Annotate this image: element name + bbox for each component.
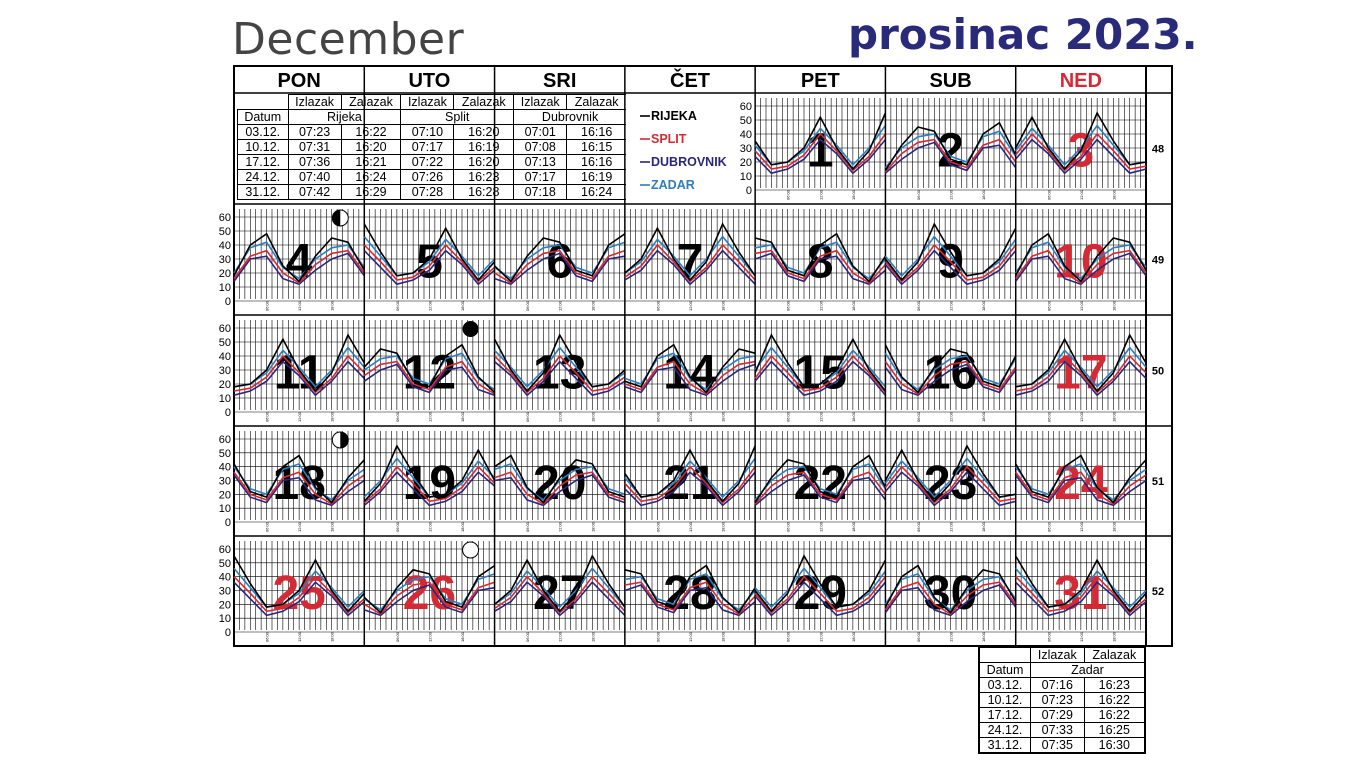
time-tick-label: 12:00 xyxy=(948,631,954,643)
day-number-29: 29 xyxy=(793,567,847,620)
time-tick-label: 12:00 xyxy=(818,411,824,423)
y-tick-label: 20 xyxy=(218,489,231,502)
day-number-7: 7 xyxy=(676,235,704,289)
page-title-english: December xyxy=(232,14,465,65)
time-tick-label: 18:00 xyxy=(1111,631,1117,643)
y-tick-label: 10 xyxy=(218,613,231,626)
zadar-date: 03.12. xyxy=(979,678,1031,693)
time-tick-label: 06:00 xyxy=(785,521,791,533)
time-tick-label: 18:00 xyxy=(850,631,856,643)
day-header-pet: PET xyxy=(800,70,840,92)
time-tick-label: 12:00 xyxy=(948,300,954,312)
time-tick-label: 06:00 xyxy=(525,521,531,533)
day-number-13: 13 xyxy=(533,346,587,400)
time-tick-label: 06:00 xyxy=(525,300,531,312)
zadar-rise: 07:33 xyxy=(1031,723,1085,738)
day-number-23: 23 xyxy=(923,457,978,510)
time-tick-label: 06:00 xyxy=(394,300,400,312)
week-number: 50 xyxy=(1151,365,1165,378)
time-tick-label: 18:00 xyxy=(329,521,335,533)
time-tick-label: 06:00 xyxy=(655,631,661,643)
zadar-col-rise: Izlazak xyxy=(1031,647,1085,663)
time-tick-label: 06:00 xyxy=(264,300,270,312)
y-tick-label: 30 xyxy=(218,585,231,598)
y-tick-label: 30 xyxy=(739,143,752,155)
y-tick-label: 10 xyxy=(218,503,231,516)
row-time: 07:13 xyxy=(514,155,567,170)
zadar-set: 16:30 xyxy=(1084,738,1145,754)
zadar-date: 17.12. xyxy=(979,708,1031,723)
col-set: Zalazak xyxy=(567,95,626,110)
time-tick-label: 12:00 xyxy=(427,411,433,423)
day-header-sri: SRI xyxy=(543,70,577,92)
time-tick-label: 18:00 xyxy=(720,300,726,312)
y-tick-label: 0 xyxy=(224,407,231,419)
row-time: 16:19 xyxy=(454,140,514,155)
legend-label-rijeka: RIJEKA xyxy=(651,109,697,123)
time-tick-label: 18:00 xyxy=(329,300,335,312)
row-time: 16:16 xyxy=(567,125,626,140)
day-number-21: 21 xyxy=(663,457,717,510)
day-number-16: 16 xyxy=(923,346,978,400)
time-tick-label: 12:00 xyxy=(297,521,303,533)
time-tick-label: 06:00 xyxy=(785,300,791,312)
day-number-2: 2 xyxy=(937,124,964,178)
y-tick-label: 60 xyxy=(218,544,231,556)
city-name: Rijeka xyxy=(288,110,401,125)
week-number: 48 xyxy=(1151,143,1165,156)
y-tick-label: 20 xyxy=(218,599,231,612)
row-time: 07:22 xyxy=(401,155,454,170)
day-number-6: 6 xyxy=(546,235,574,289)
time-tick-label: 18:00 xyxy=(850,189,856,201)
zadar-set: 16:22 xyxy=(1084,693,1145,708)
zadar-date: 31.12. xyxy=(979,738,1031,754)
time-tick-label: 12:00 xyxy=(688,521,693,533)
zadar-row xyxy=(979,678,1145,693)
y-tick-label: 40 xyxy=(218,351,231,363)
time-tick-label: 18:00 xyxy=(981,521,987,533)
row-time: 16:28 xyxy=(454,185,514,200)
day-number-17: 17 xyxy=(1054,346,1108,400)
time-tick-label: 18:00 xyxy=(850,411,856,423)
time-tick-label: 12:00 xyxy=(818,631,824,643)
day-number-10: 10 xyxy=(1054,235,1108,289)
time-tick-label: 18:00 xyxy=(329,631,335,643)
time-tick-label: 06:00 xyxy=(655,300,661,312)
y-tick-label: 40 xyxy=(218,461,231,474)
row-time: 16:15 xyxy=(567,140,626,155)
y-tick-label: 10 xyxy=(218,282,231,294)
day-number-30: 30 xyxy=(923,567,978,620)
row-time: 16:29 xyxy=(341,185,401,200)
y-tick-label: 60 xyxy=(218,212,231,224)
time-tick-label: 06:00 xyxy=(264,631,270,643)
time-tick-label: 12:00 xyxy=(1078,631,1084,643)
day-number-1: 1 xyxy=(806,124,834,178)
col-set: Zalazak xyxy=(454,95,514,110)
time-tick-label: 12:00 xyxy=(688,631,693,643)
row-time: 07:10 xyxy=(401,125,454,140)
y-tick-label: 20 xyxy=(218,379,231,391)
time-tick-label: 18:00 xyxy=(720,411,726,423)
time-tick-label: 06:00 xyxy=(1046,631,1052,643)
time-tick-label: 12:00 xyxy=(948,411,954,423)
time-tick-label: 06:00 xyxy=(916,300,921,312)
legend-label-split: SPLIT xyxy=(651,132,687,146)
y-tick-label: 40 xyxy=(739,129,752,141)
day-number-14: 14 xyxy=(663,346,717,400)
time-tick-label: 06:00 xyxy=(1046,189,1052,201)
time-tick-label: 12:00 xyxy=(688,300,693,312)
time-tick-label: 12:00 xyxy=(948,521,954,533)
time-tick-label: 06:00 xyxy=(525,411,531,423)
zadar-col-set: Zalazak xyxy=(1084,647,1145,663)
time-tick-label: 06:00 xyxy=(916,631,921,643)
y-tick-label: 0 xyxy=(224,517,231,529)
time-tick-label: 18:00 xyxy=(850,521,856,533)
time-tick-label: 06:00 xyxy=(1046,300,1052,312)
day-number-8: 8 xyxy=(806,235,834,289)
row-time: 07:01 xyxy=(514,125,567,140)
col-set: Zalazak xyxy=(341,95,401,110)
day-header-ned: NED xyxy=(1059,70,1102,92)
time-tick-label: 12:00 xyxy=(557,300,563,312)
zadar-sun-table xyxy=(978,646,1146,754)
time-tick-label: 18:00 xyxy=(981,300,987,312)
row-time: 07:31 xyxy=(288,140,341,155)
row-time: 16:20 xyxy=(454,155,514,170)
time-tick-label: 12:00 xyxy=(818,300,824,312)
time-tick-label: 12:00 xyxy=(1078,300,1084,312)
row-date: 17.12. xyxy=(238,155,289,170)
y-tick-label: 20 xyxy=(218,268,231,280)
y-tick-label: 50 xyxy=(739,115,752,127)
y-tick-label: 40 xyxy=(218,240,231,252)
zadar-set: 16:23 xyxy=(1084,678,1145,693)
col-date: Datum xyxy=(238,110,289,125)
row-time: 16:21 xyxy=(341,155,401,170)
row-time: 16:22 xyxy=(341,125,401,140)
y-tick-label: 10 xyxy=(739,171,752,183)
time-tick-label: 12:00 xyxy=(557,521,563,533)
time-tick-label: 18:00 xyxy=(460,300,465,312)
time-tick-label: 18:00 xyxy=(1111,300,1117,312)
time-tick-label: 12:00 xyxy=(427,631,433,643)
zadar-set: 16:22 xyxy=(1084,708,1145,723)
zadar-date: 10.12. xyxy=(979,693,1031,708)
time-tick-label: 12:00 xyxy=(818,521,824,533)
time-tick-label: 06:00 xyxy=(916,521,921,533)
col-rise: Izlazak xyxy=(401,95,454,110)
day-number-15: 15 xyxy=(793,346,847,400)
legend-label-zadar: ZADAR xyxy=(651,178,695,192)
y-tick-label: 30 xyxy=(218,254,231,266)
zadar-rise: 07:35 xyxy=(1031,738,1085,754)
sun-row xyxy=(238,185,627,200)
row-time: 07:26 xyxy=(401,170,454,185)
time-tick-label: 18:00 xyxy=(1111,189,1117,201)
time-tick-label: 06:00 xyxy=(1046,521,1052,533)
week-number: 49 xyxy=(1151,254,1165,267)
zadar-row xyxy=(979,693,1145,708)
time-tick-label: 18:00 xyxy=(460,521,465,533)
time-tick-label: 12:00 xyxy=(1078,189,1084,201)
y-tick-label: 20 xyxy=(739,157,752,169)
time-tick-label: 12:00 xyxy=(427,521,433,533)
y-tick-label: 30 xyxy=(218,475,231,488)
y-tick-label: 50 xyxy=(218,337,231,349)
day-number-26: 26 xyxy=(402,567,457,620)
time-tick-label: 06:00 xyxy=(916,411,921,423)
time-tick-label: 06:00 xyxy=(394,411,400,423)
y-tick-label: 50 xyxy=(218,557,231,570)
col-rise: Izlazak xyxy=(514,95,567,110)
y-tick-label: 0 xyxy=(224,296,231,308)
time-tick-label: 12:00 xyxy=(557,631,563,643)
y-tick-label: 30 xyxy=(218,365,231,377)
row-time: 07:36 xyxy=(288,155,341,170)
zadar-rise: 07:29 xyxy=(1031,708,1085,723)
col-rise: Izlazak xyxy=(288,95,341,110)
day-number-22: 22 xyxy=(793,457,847,510)
day-number-12: 12 xyxy=(402,346,457,400)
sun-row xyxy=(238,170,627,185)
time-tick-label: 18:00 xyxy=(1111,521,1117,533)
row-date: 10.12. xyxy=(238,140,289,155)
time-tick-label: 18:00 xyxy=(720,521,726,533)
time-tick-label: 18:00 xyxy=(460,411,465,423)
day-number-9: 9 xyxy=(937,235,964,289)
time-tick-label: 06:00 xyxy=(1046,411,1052,423)
moon-shade xyxy=(340,432,348,448)
day-number-19: 19 xyxy=(402,457,457,510)
moon-shade xyxy=(332,210,340,226)
time-tick-label: 12:00 xyxy=(688,411,693,423)
time-tick-label: 12:00 xyxy=(297,631,303,643)
row-time: 07:42 xyxy=(288,185,341,200)
row-time: 07:18 xyxy=(514,185,567,200)
zadar-set: 16:25 xyxy=(1084,723,1145,738)
row-time: 07:23 xyxy=(288,125,341,140)
city-name: Split xyxy=(401,110,514,125)
moon-full-icon xyxy=(463,542,479,558)
time-tick-label: 18:00 xyxy=(1111,411,1117,423)
time-tick-label: 06:00 xyxy=(264,521,270,533)
day-header-pon: PON xyxy=(277,70,321,92)
time-tick-label: 06:00 xyxy=(785,631,791,643)
y-tick-label: 40 xyxy=(218,571,231,584)
row-time: 07:28 xyxy=(401,185,454,200)
y-tick-label: 60 xyxy=(218,434,231,446)
sun-table-container xyxy=(234,93,626,204)
y-tick-label: 0 xyxy=(224,627,231,639)
time-tick-label: 06:00 xyxy=(655,521,661,533)
day-number-28: 28 xyxy=(663,567,717,620)
time-tick-label: 06:00 xyxy=(655,411,661,423)
y-tick-label: 0 xyxy=(745,185,752,197)
row-time: 07:17 xyxy=(401,140,454,155)
sun-row xyxy=(238,155,627,170)
week-number: 52 xyxy=(1151,586,1165,598)
time-tick-label: 06:00 xyxy=(785,189,791,201)
week-number: 51 xyxy=(1151,476,1165,488)
day-number-5: 5 xyxy=(416,235,443,289)
time-tick-label: 12:00 xyxy=(1078,411,1084,423)
day-header-sub: SUB xyxy=(929,70,972,92)
row-time: 07:40 xyxy=(288,170,341,185)
time-tick-label: 06:00 xyxy=(785,411,791,423)
time-tick-label: 18:00 xyxy=(590,521,596,533)
day-number-20: 20 xyxy=(533,457,587,510)
day-header-čet: ČET xyxy=(670,70,710,92)
city-name: Dubrovnik xyxy=(514,110,626,125)
row-time: 16:16 xyxy=(567,155,626,170)
time-tick-label: 06:00 xyxy=(916,189,921,201)
time-tick-label: 18:00 xyxy=(981,631,987,643)
day-number-24: 24 xyxy=(1054,457,1108,510)
row-date: 03.12. xyxy=(238,125,289,140)
time-tick-label: 18:00 xyxy=(590,631,596,643)
zadar-row xyxy=(979,738,1145,754)
time-tick-label: 06:00 xyxy=(525,631,531,643)
time-tick-label: 18:00 xyxy=(850,300,856,312)
day-number-3: 3 xyxy=(1067,124,1095,178)
zadar-row xyxy=(979,723,1145,738)
time-tick-label: 18:00 xyxy=(590,300,596,312)
time-tick-label: 18:00 xyxy=(981,189,987,201)
time-tick-label: 12:00 xyxy=(948,189,954,201)
day-header-uto: UTO xyxy=(408,70,451,92)
y-tick-label: 50 xyxy=(218,226,231,238)
time-tick-label: 18:00 xyxy=(590,411,596,423)
time-tick-label: 06:00 xyxy=(264,411,270,423)
zadar-rise: 07:23 xyxy=(1031,693,1085,708)
time-tick-label: 18:00 xyxy=(981,411,987,423)
row-time: 07:08 xyxy=(514,140,567,155)
time-tick-label: 12:00 xyxy=(427,300,433,312)
day-number-31: 31 xyxy=(1054,567,1108,620)
y-tick-label: 60 xyxy=(739,101,752,113)
row-time: 16:24 xyxy=(567,185,626,200)
page-title-croatian: prosinac 2023. xyxy=(848,10,1198,59)
legend-label-dubrovnik: DUBROVNIK xyxy=(651,155,727,169)
time-tick-label: 06:00 xyxy=(394,521,400,533)
zadar-city: Zadar xyxy=(1031,663,1146,678)
row-date: 24.12. xyxy=(238,170,289,185)
row-time: 16:19 xyxy=(567,170,626,185)
sun-times-table xyxy=(237,94,626,200)
day-number-25: 25 xyxy=(272,567,326,620)
time-tick-label: 12:00 xyxy=(297,300,303,312)
day-number-27: 27 xyxy=(533,567,587,620)
zadar-row xyxy=(979,708,1145,723)
time-tick-label: 18:00 xyxy=(329,411,335,423)
y-tick-label: 60 xyxy=(218,323,231,335)
zadar-col-date: Datum xyxy=(979,663,1031,678)
moon-new-icon xyxy=(463,321,479,337)
time-tick-label: 12:00 xyxy=(818,189,824,201)
time-tick-label: 18:00 xyxy=(460,631,465,643)
zadar-rise: 07:16 xyxy=(1031,678,1085,693)
day-number-11: 11 xyxy=(273,346,325,400)
row-time: 16:23 xyxy=(454,170,514,185)
day-number-4: 4 xyxy=(285,235,313,289)
sun-row xyxy=(238,125,627,140)
row-time: 07:17 xyxy=(514,170,567,185)
sun-row xyxy=(238,140,627,155)
row-date: 31.12. xyxy=(238,185,289,200)
y-tick-label: 50 xyxy=(218,447,231,460)
day-number-18: 18 xyxy=(272,457,326,510)
time-tick-label: 18:00 xyxy=(720,631,726,643)
row-time: 16:20 xyxy=(341,140,401,155)
zadar-date: 24.12. xyxy=(979,723,1031,738)
y-tick-label: 10 xyxy=(218,393,231,405)
time-tick-label: 12:00 xyxy=(297,411,303,423)
time-tick-label: 06:00 xyxy=(394,631,400,643)
row-time: 16:24 xyxy=(341,170,401,185)
row-time: 16:20 xyxy=(454,125,514,140)
time-tick-label: 12:00 xyxy=(1078,521,1084,533)
time-tick-label: 12:00 xyxy=(557,411,563,423)
